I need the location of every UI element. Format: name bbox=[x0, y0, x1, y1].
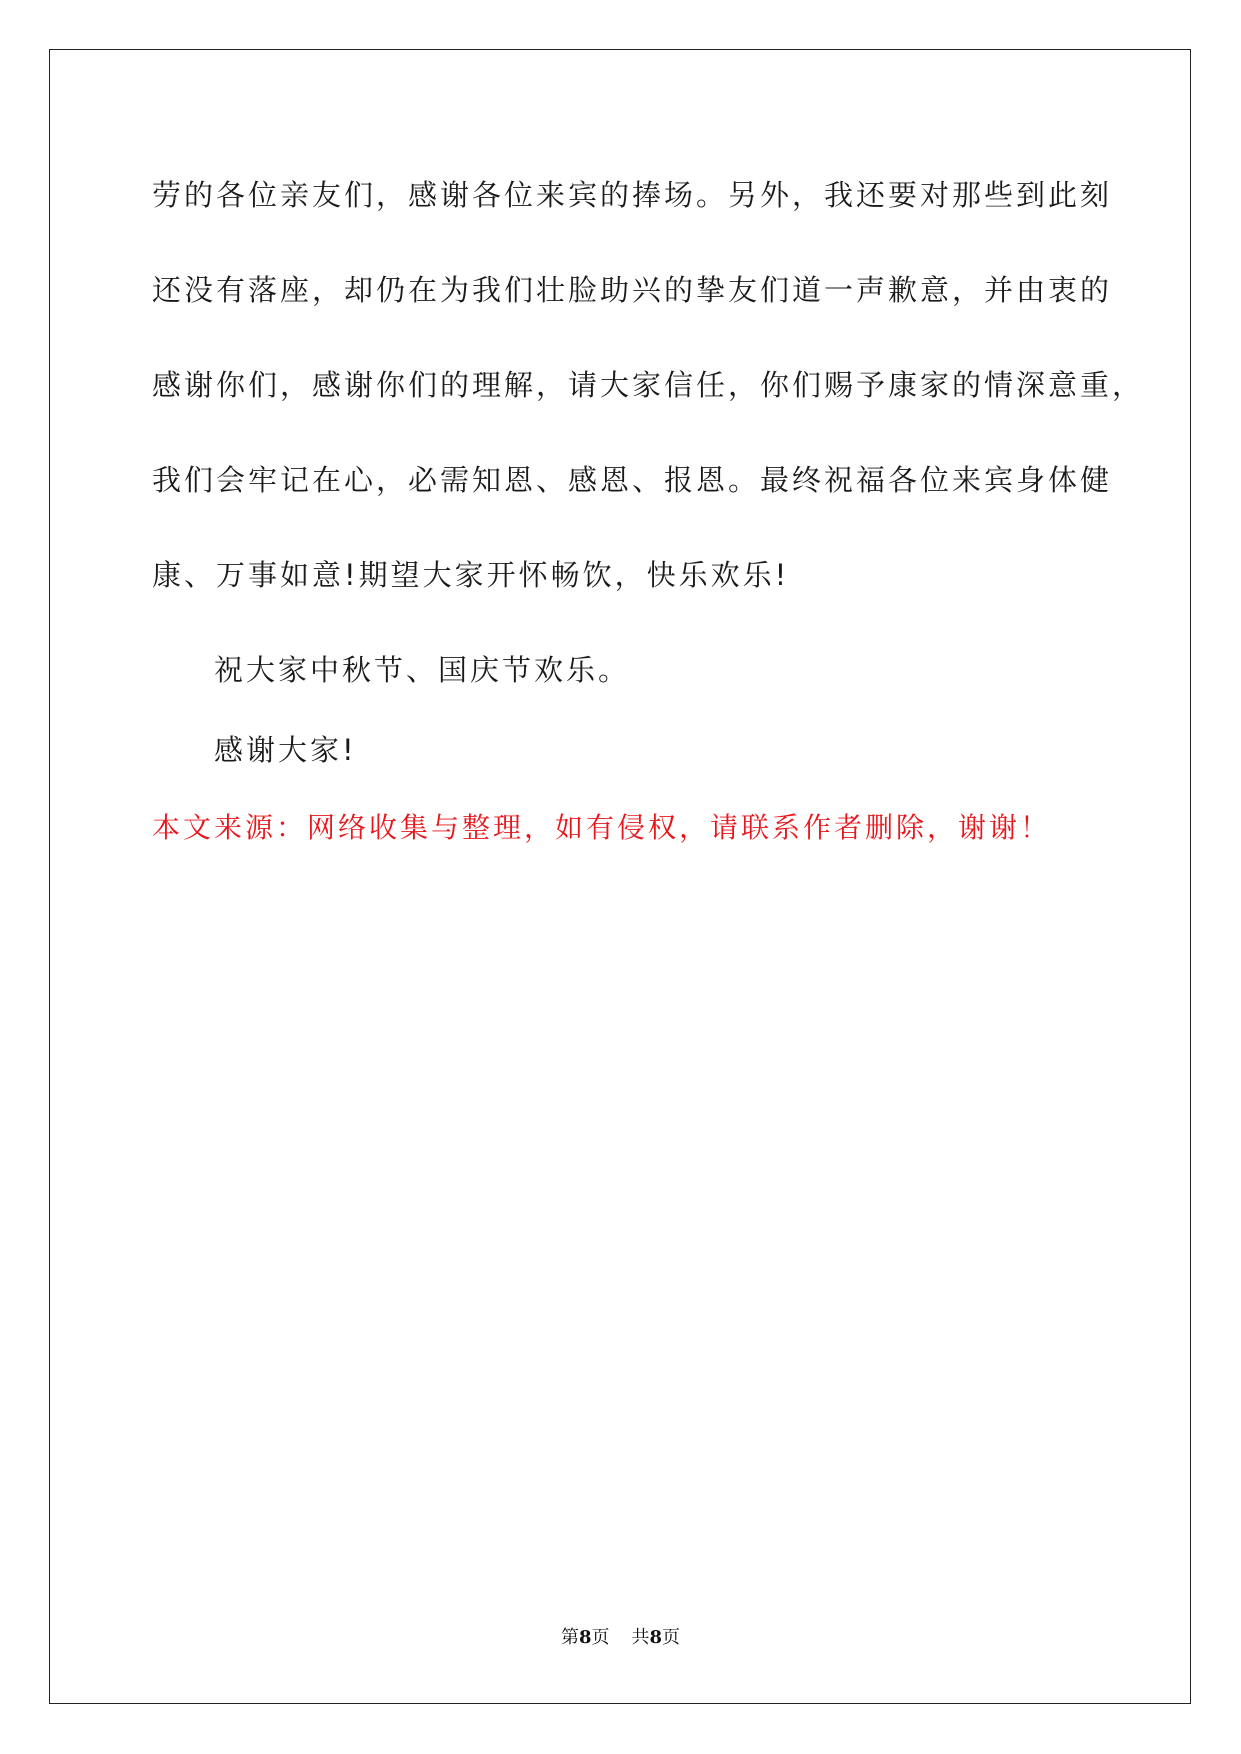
total-suffix: 页 bbox=[662, 1627, 681, 1648]
text-line: 我们会牢记在心，必需知恩、感恩、报恩。最终祝福各位来宾身体健 bbox=[152, 463, 1113, 497]
text-line: 感谢你们，感谢你们的理解，请大家信任，你们赐予康家的情深意重， bbox=[152, 368, 1145, 402]
festival-wishes-paragraph: 祝大家中秋节、国庆节欢乐。 bbox=[214, 653, 631, 687]
source-note: 本文来源：网络收集与整理，如有侵权，请联系作者删除，谢谢！ bbox=[152, 811, 1052, 844]
document-body bbox=[152, 165, 1145, 800]
page-number: 8 bbox=[578, 1627, 592, 1648]
total-prefix: 共 bbox=[631, 1627, 650, 1648]
page-footer bbox=[0, 1626, 1241, 1650]
page-suffix: 页 bbox=[591, 1627, 610, 1648]
total-pages: 8 bbox=[649, 1627, 663, 1648]
page-prefix: 第 bbox=[560, 1627, 579, 1648]
text-line: 还没有落座，却仍在为我们壮脸助兴的挚友们道一声歉意，并由衷的 bbox=[152, 273, 1113, 307]
text-line: 康、万事如意!期望大家开怀畅饮，快乐欢乐! bbox=[152, 558, 790, 592]
text-line: 劳的各位亲友们，感谢各位来宾的捧场。另外，我还要对那些到此刻 bbox=[152, 178, 1113, 212]
thanks-paragraph: 感谢大家! bbox=[214, 733, 357, 767]
